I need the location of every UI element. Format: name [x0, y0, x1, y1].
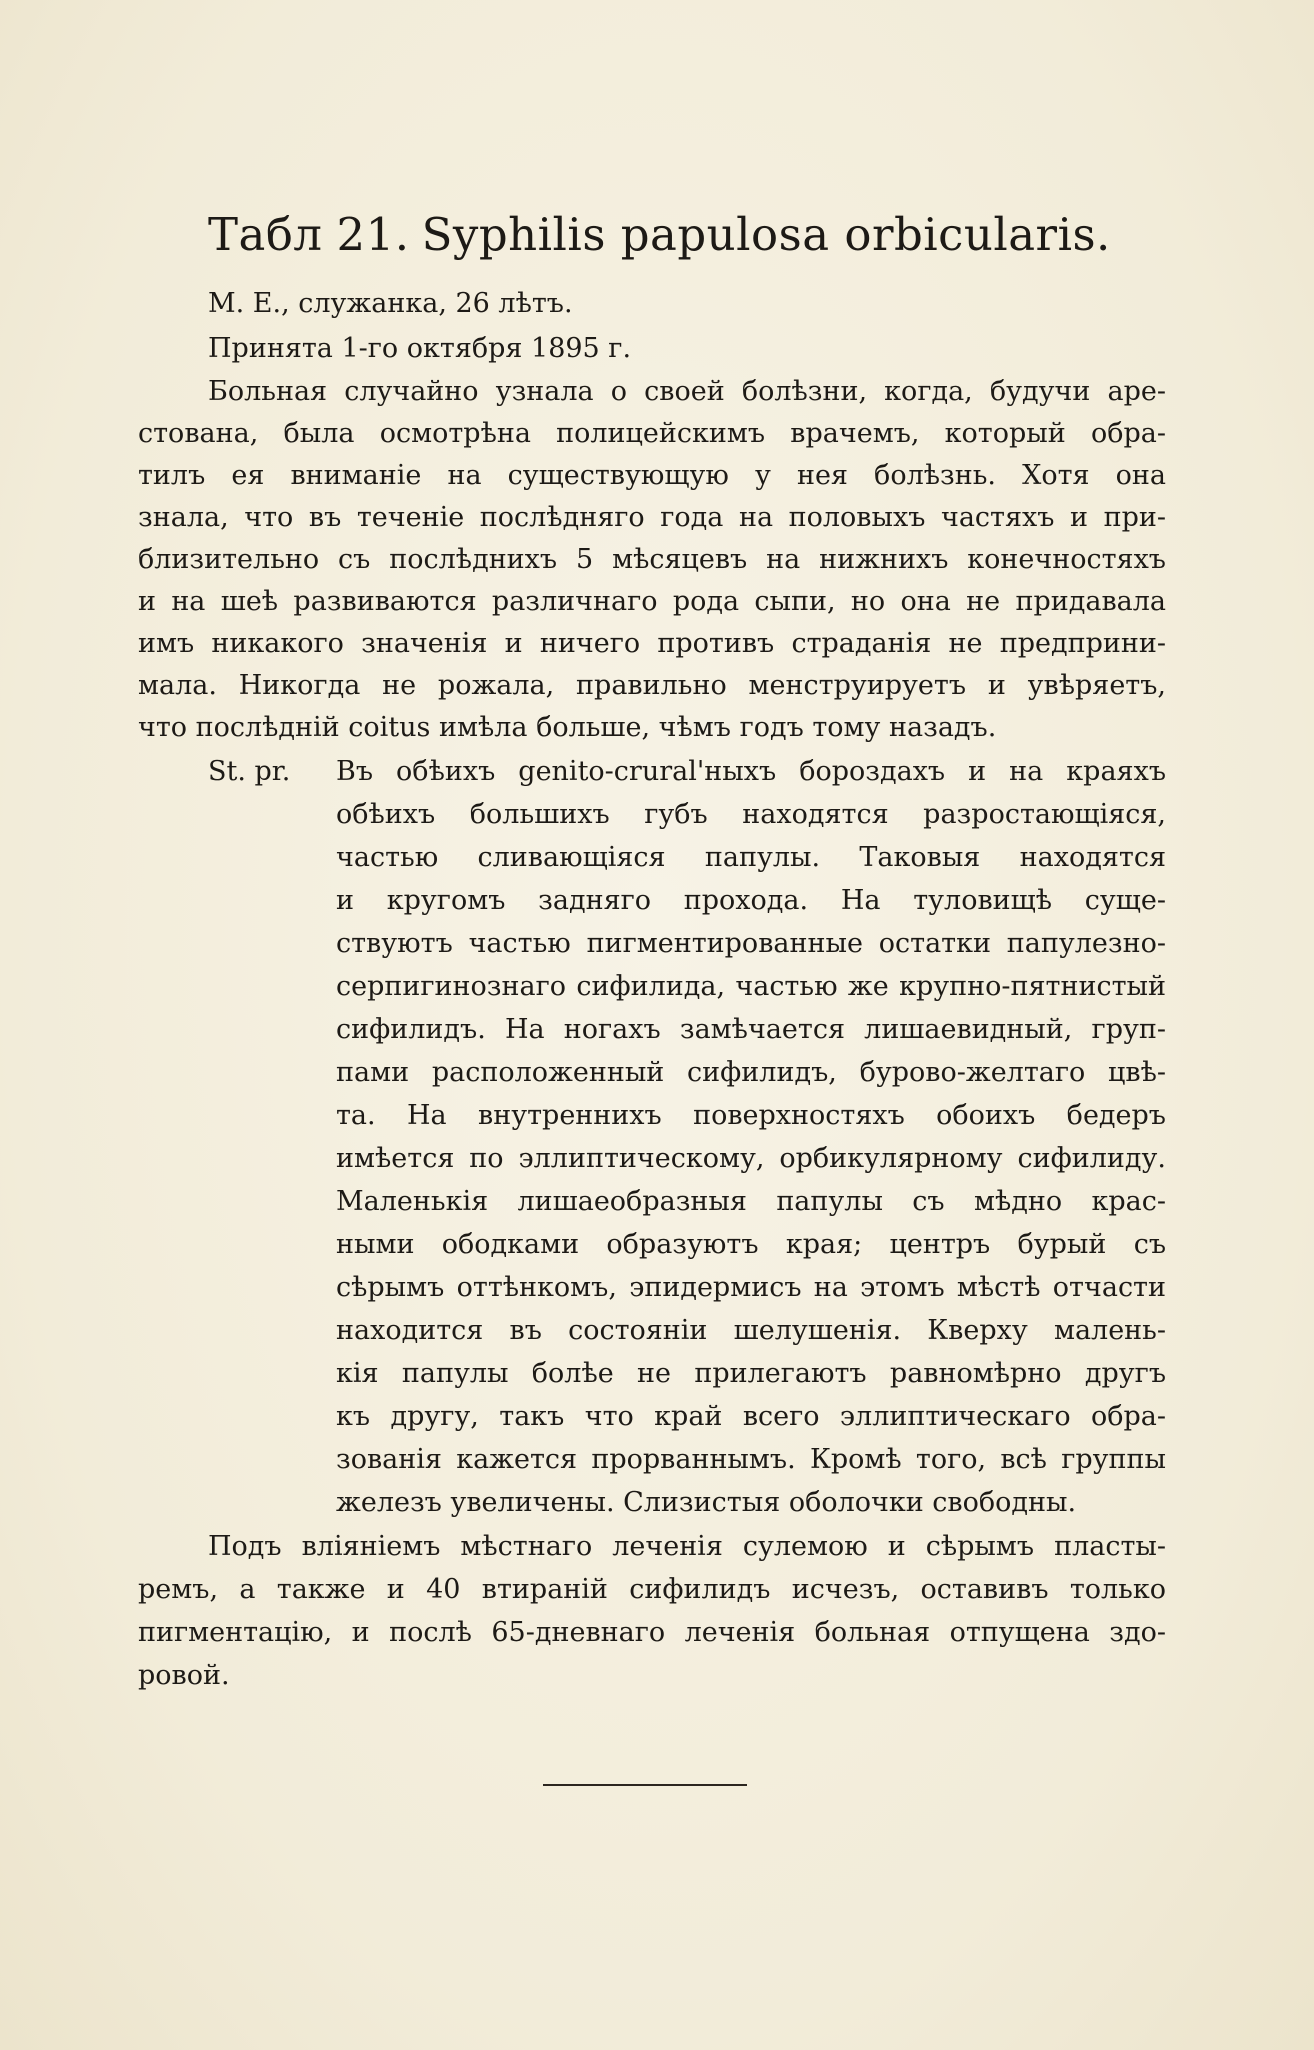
- patient-line: М. Е., служанка, 26 лѣтъ.: [208, 288, 573, 319]
- status-line: зованія кажется прорваннымъ. Кромѣ того, всѣ группы: [336, 1444, 1166, 1475]
- status-line: частью сливающіяся папулы. Таковыя находятся: [336, 842, 1166, 873]
- outcome-line: Подъ вліяніемъ мѣстнаго леченія сулемою и сѣрымъ пласты-: [208, 1531, 1166, 1562]
- history-line: Больная случайно узнала о своей болѣзни, когда, будучи аре-: [208, 376, 1166, 407]
- end-rule: [543, 1784, 747, 1786]
- status-line: къ другу, такъ что край всего эллиптическаго обра-: [336, 1401, 1166, 1432]
- status-line: та. На внутреннихъ поверхностяхъ обоихъ бедеръ: [336, 1100, 1166, 1131]
- status-line: пами расположенный сифилидъ, бурово-желтаго цвѣ-: [336, 1057, 1166, 1088]
- history-line: мала. Никогда не рожала, правильно менструируетъ и увѣряетъ,: [138, 670, 1166, 701]
- status-line: кія папулы болѣе не прилегаютъ равномѣрно другъ: [336, 1358, 1166, 1389]
- history-line: имъ никакого значенія и ничего противъ страданія не предприни-: [138, 628, 1166, 659]
- status-line: серпигинознаго сифилида, частью же крупно-пятнистый: [336, 971, 1166, 1002]
- status-line: сѣрымъ оттѣнкомъ, эпидермисъ на этомъ мѣстѣ отчасти: [336, 1272, 1166, 1303]
- status-line: имѣется по эллиптическому, орбикулярному сифилиду.: [336, 1143, 1166, 1174]
- status-line: Въ обѣихъ genito-crural'ныхъ бороздахъ и на краяхъ: [336, 756, 1166, 787]
- status-line: и кругомъ задняго прохода. На туловищѣ суще-: [336, 885, 1166, 916]
- status-line: железъ увеличены. Слизистыя оболочки свободны.: [336, 1487, 1077, 1518]
- history-line: близительно съ послѣднихъ 5 мѣсяцевъ на нижнихъ конечностяхъ: [138, 544, 1166, 575]
- outcome-line: пигментацію, и послѣ 65-дневнаго леченія больная отпущена здо-: [138, 1617, 1166, 1648]
- status-line: обѣихъ большихъ губъ находятся разростающіяся,: [336, 799, 1166, 830]
- status-line: сифилидъ. На ногахъ замѣчается лишаевидный, груп-: [336, 1014, 1166, 1045]
- history-line: и на шеѣ развиваются различнаго рода сыпи, но она не придавала: [138, 586, 1166, 617]
- outcome-line: ремъ, а также и 40 втираній сифилидъ исчезъ, оставивъ только: [138, 1574, 1166, 1605]
- status-line: ными ободками образуютъ края; центръ бурый съ: [336, 1229, 1166, 1260]
- history-line: знала, что въ теченіе послѣдняго года на половыхъ частяхъ и при-: [138, 502, 1166, 533]
- title-latin: Syphilis papulosa orbicularis.: [421, 208, 1111, 261]
- status-line: Маленькія лишаеобразныя папулы съ мѣдно крас-: [336, 1186, 1166, 1217]
- status-label: St. pr.: [208, 756, 291, 787]
- title-number: 21.: [336, 208, 410, 261]
- outcome-line: ровой.: [138, 1660, 230, 1691]
- page-title: [208, 205, 1168, 265]
- admitted-line: Принята 1-го октября 1895 г.: [208, 333, 632, 364]
- status-line: находится въ состояніи шелушенія. Кверху малень-: [336, 1315, 1166, 1346]
- title-prefix: Табл: [208, 208, 323, 261]
- history-line: что послѣдній coitus имѣла больше, чѣмъ годъ тому назадъ.: [138, 712, 997, 743]
- history-line: тилъ ея вниманіе на существующую у нея болѣзнь. Хотя она: [138, 460, 1166, 491]
- status-line: ствуютъ частью пигментированные остатки папулезно-: [336, 928, 1166, 959]
- history-line: стована, была осмотрѣна полицейскимъ врачемъ, который обра-: [138, 418, 1166, 449]
